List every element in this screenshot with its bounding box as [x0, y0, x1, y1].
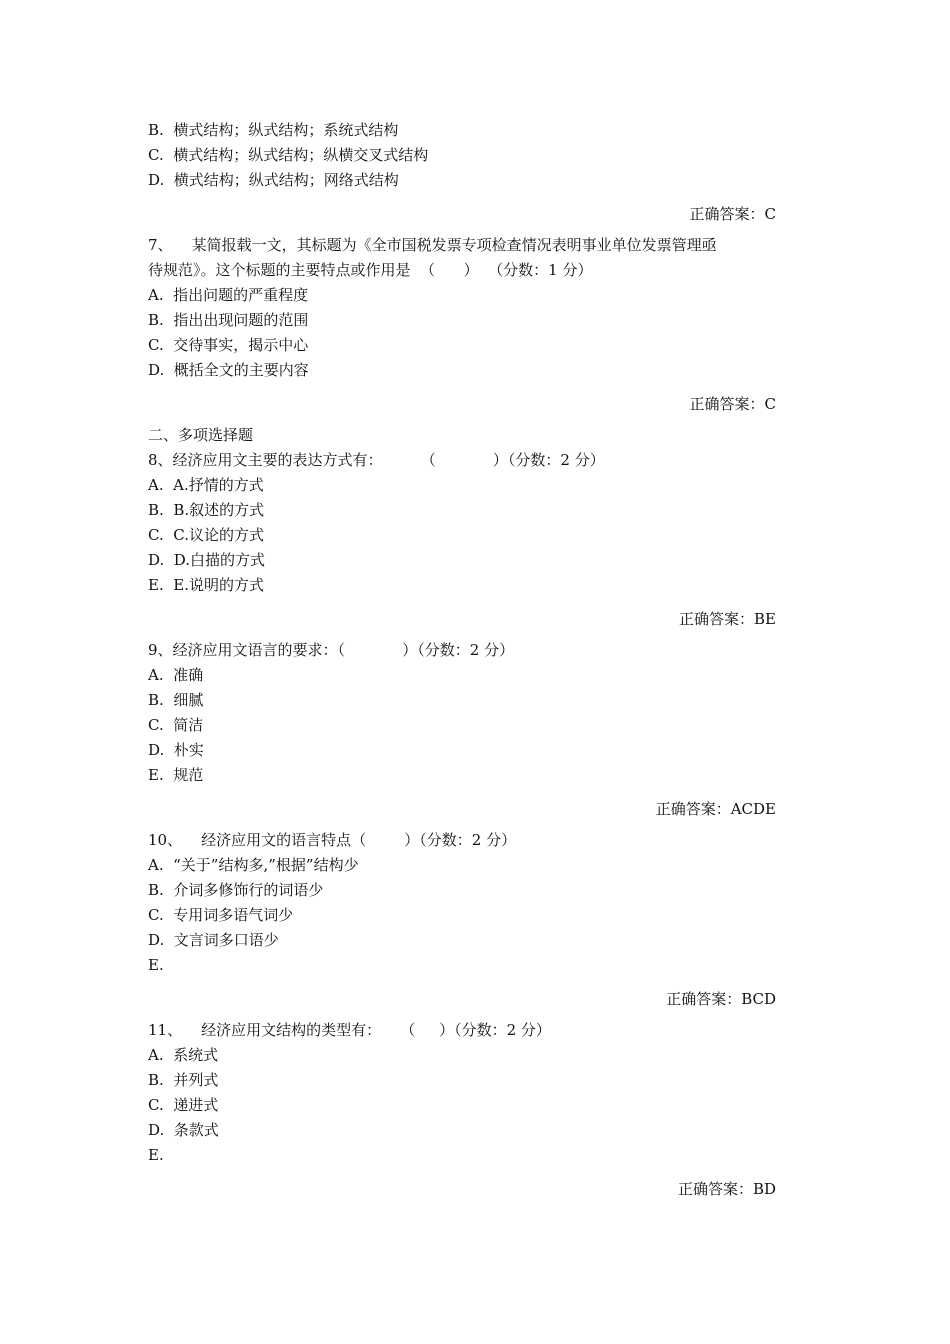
- option-line: E.: [148, 956, 164, 974]
- option-line: B. 指出出现问题的范围: [148, 311, 309, 329]
- option-line: E.: [148, 1146, 164, 1164]
- question-block-6: [148, 118, 776, 231]
- option-line: C. C.议论的方式: [148, 526, 264, 544]
- option-line: C. 横式结构；纵式结构；纵横交叉式结构: [148, 146, 429, 164]
- option-line: D. D.白描的方式: [148, 551, 266, 569]
- option-line: A. 准确: [148, 666, 204, 684]
- option-line: B. 介词多修饰行的词语少: [148, 881, 324, 899]
- option-line: E. 规范: [148, 766, 204, 784]
- question-text: 10、 经济应用文的语言特点（ ）（分数：2 分）: [148, 831, 517, 849]
- correct-answer: 正确答案：ACDE: [655, 800, 776, 818]
- correct-answer: 正确答案：BCD: [666, 990, 776, 1008]
- option-line: A. “关于”结构多,”根据”结构少: [148, 856, 359, 874]
- question-block-8: [148, 423, 776, 636]
- question-text: 11、 经济应用文结构的类型有： （ ）（分数：2 分）: [148, 1021, 551, 1039]
- option-line: A. 系统式: [148, 1046, 219, 1064]
- option-line: B. B.叙述的方式: [148, 501, 265, 519]
- option-line: B. 细腻: [148, 691, 204, 709]
- document-page: [148, 118, 776, 1208]
- section-heading: 二、多项选择题: [148, 426, 254, 444]
- question-text: 9、经济应用文语言的要求：（ ）（分数：2 分）: [148, 641, 515, 659]
- option-line: B. 横式结构；纵式结构；系统式结构: [148, 121, 399, 139]
- question-block-10: [148, 828, 776, 1016]
- option-line: A. 指出问题的严重程度: [148, 286, 309, 304]
- option-line: D. 概括全文的主要内容: [148, 361, 309, 379]
- option-line: D. 朴实: [148, 741, 204, 759]
- option-line: B. 并列式: [148, 1071, 219, 1089]
- correct-answer: 正确答案：BD: [677, 1180, 776, 1198]
- option-line: A. A.抒情的方式: [148, 476, 264, 494]
- option-line: D. 横式结构；纵式结构；网络式结构: [148, 171, 399, 189]
- question-block-9: [148, 638, 776, 826]
- correct-answer: 正确答案：BE: [679, 610, 776, 628]
- correct-answer: 正确答案：C: [689, 205, 776, 223]
- option-line: C. 交待事实，揭示中心: [148, 336, 309, 354]
- question-block-7: [148, 233, 776, 421]
- option-line: D. 条款式: [148, 1121, 219, 1139]
- question-block-11: [148, 1018, 776, 1206]
- option-line: C. 专用词多语气词少: [148, 906, 294, 924]
- correct-answer: 正确答案：C: [689, 395, 776, 413]
- question-text: 7、 某简报载一文，其标题为《全市国税发票专项检查情况表明事业单位发票管理亟 待规范》。这个标题的主要特点或作用是 （ ） （分数：1 分）: [148, 236, 717, 279]
- option-line: C. 简洁: [148, 716, 204, 734]
- option-line: E. E.说明的方式: [148, 576, 264, 594]
- question-text: 8、经济应用文主要的表达方式有： （ ）（分数：2 分）: [148, 451, 605, 469]
- option-line: C. 递进式: [148, 1096, 219, 1114]
- option-line: D. 文言词多口语少: [148, 931, 279, 949]
